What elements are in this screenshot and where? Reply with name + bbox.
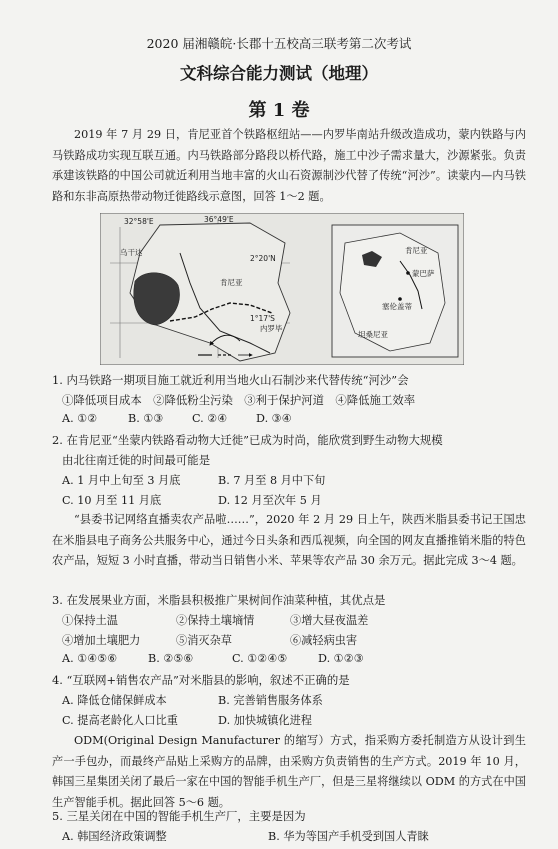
q4-option-b: B. 完善销售服务体系 [218, 694, 323, 707]
q5-option-b: B. 华为等国产手机受到国人青睐 [268, 830, 429, 843]
inset-map [332, 225, 458, 357]
q1-items: ①降低项目成本 ②降低粉尘污染 ③利于保护河道 ④降低施工效率 [62, 393, 416, 407]
q1-stem: 1. 内马铁路一期项目施工就近利用当地火山石制沙来代替传统“河沙”会 [52, 373, 409, 387]
label-uganda: 乌干达 [120, 248, 143, 257]
q3-stem: 3. 在发展果业方面，米脂县积极推广果树间作油菜种植，其优点是 [52, 593, 386, 607]
intro-paragraph-1: 2019 年 7 月 29 日，肯尼亚首个铁路枢纽站——内罗毕南站升级改造成功，蒙内铁路与内马铁路成功实现互联互通。内马铁路部分路段以桥代路，施工中沙子需求量大，沙源紧张。负责承建该铁路的中国公司就近利用当地丰富的火山石资源制沙代替了传统“河沙”。读蒙内—内马铁路和东非高原热带动物迁徙路线示意图，回答 1～2 题。 [52, 128, 526, 203]
q4-option-c: C. 提高老龄化人口比重 [62, 714, 178, 727]
q3-item-2: ②保持土壤墒情 [176, 614, 255, 627]
label-kenya: 肯尼亚 [220, 278, 243, 287]
label-nairobi: 内罗毕 [260, 324, 283, 333]
q3-option-a: A. ①④⑤⑥ [62, 652, 118, 665]
q1-option-b: B. ①③ [128, 412, 164, 425]
label-lat-3: 1°17'S [250, 314, 275, 323]
q2-option-a: A. 1 月中上旬至 3 月底 [62, 474, 181, 487]
q3-option-b: B. ②⑤⑥ [148, 652, 194, 665]
q3-item-1: ①保持土温 [62, 614, 118, 627]
q3-item-3: ③增大昼夜温差 [290, 614, 369, 627]
intro-paragraph-3: ODM(Original Design Manufacturer 的缩写）方式，指采购方委托制造方从设计到生产一手包办，而最终产品贴上采购方的品牌，由采购方负责销售的生产方式。2019 年 10 月，韩国三星集团关闭了最后一家在中国的智能手机生产厂，但是三星将继续以 ODM 的方式在中国生产智能手机。据此回答 5～6 题。 [52, 734, 526, 809]
q3-item-5: ⑤消灭杂草 [176, 634, 232, 647]
q5-stem: 5. 三星关闭在中国的智能手机生产厂，主要是因为 [52, 809, 306, 823]
inset-label-kenya: 肯尼亚 [405, 246, 428, 255]
label-lon-left: 32°58'E [124, 217, 154, 226]
q1-option-d: D. ③④ [256, 412, 292, 425]
q1-option-c: C. ②④ [192, 412, 228, 425]
q3-option-d: D. ①②③ [318, 652, 364, 665]
inset-label-serengeti: 塞伦盖蒂 [382, 302, 412, 311]
subject-title: 文科综合能力测试（地理） [180, 64, 378, 83]
label-lat-2: 2°20'N [250, 254, 276, 263]
q2-stem-1: 2. 在肯尼亚“坐蒙内铁路看动物大迁徙”已成为时尚，能欣赏到野生动物大规模 [52, 433, 443, 447]
q4-option-d: D. 加快城镇化进程 [218, 714, 312, 727]
q2-stem-2: 由北往南迁徙的时间最可能是 [62, 453, 211, 467]
volume-title: 第 1 卷 [248, 100, 310, 121]
q1-option-a: A. ①② [62, 412, 98, 425]
q3-option-c: C. ①②④⑤ [232, 652, 288, 665]
railway-map-figure [100, 213, 464, 365]
inset-label-mombasa: 蒙巴萨 [412, 269, 435, 278]
intro-paragraph-2: “县委书记网络直播卖农产品啦……”，2020 年 2 月 29 日上午，陕西米脂县委书记王国忠在米脂县电子商务公共服务中心，通过今日头条和西瓜视频，向全国的网友直播推销米脂的特色农产品，短短 3 小时直播，带动当日销售小米、苹果等农产品 30 余万元。据此完成 3～4 题。 [52, 513, 526, 567]
q4-stem: 4. “互联网+销售农产品”对米脂县的影响，叙述不正确的是 [52, 673, 350, 687]
q4-option-a: A. 降低仓储保鲜成本 [62, 694, 167, 707]
label-lon-top: 36°49'E [204, 215, 234, 224]
exam-title: 2020 届湘赣皖·长郡十五校高三联考第二次考试 [146, 36, 412, 51]
q2-option-b: B. 7 月至 8 月中下旬 [218, 474, 326, 487]
q2-option-d: D. 12 月至次年 5 月 [218, 494, 322, 507]
inset-label-tanzania: 坦桑尼亚 [358, 330, 388, 339]
q2-option-c: C. 10 月至 11 月底 [62, 494, 162, 507]
q3-item-6: ⑥减轻病虫害 [290, 634, 358, 647]
railway-map-svg [100, 213, 464, 365]
q5-option-a: A. 韩国经济政策调整 [62, 830, 167, 843]
q3-item-4: ④增加土壤肥力 [62, 634, 141, 647]
